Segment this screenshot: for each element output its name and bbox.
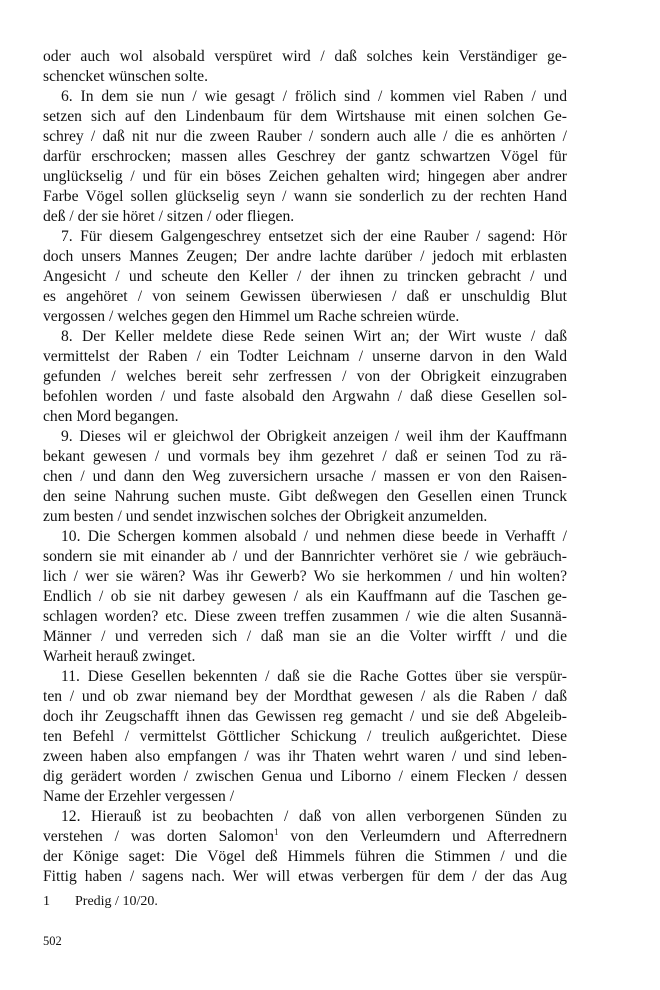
text-line: ten / und ob zwar niemand bey der Mordthat gewesen / als die Raben / daß: [43, 688, 567, 705]
text-line: dig gerädert worden / zwischen Genua und Liborno / einem Flecken / dessen: [43, 768, 567, 785]
footnote-text: Predig / 10/20.: [75, 894, 158, 909]
text-line: 9. Dieses wil er gleichwol der Obrigkeit anzeigen / weil ihm der Kauffmann: [61, 428, 567, 445]
text-line: gefunden / welches bereit sehr zerfressen / von der Obrigkeit einzugraben: [43, 368, 567, 385]
text-segment: von den Verleumdern und Afterrednern: [278, 828, 567, 845]
paragraph-9: [43, 427, 567, 527]
text-line: zween haben also empfangen / was ihr Thaten wehrt waren / und sind leben-: [43, 748, 567, 765]
footnote-marker: 1: [274, 826, 279, 837]
paragraph-10: [43, 527, 567, 667]
text-line: Endlich / ob sie nit darbey gewesen / als ein Kauffmann auf die Taschen ge-: [43, 588, 567, 605]
text-line: der Könige saget: Die Vögel deß Himmels führen die Stimmen / und die: [43, 848, 567, 865]
paragraph-11: [43, 667, 567, 807]
text-line: Name der Erzehler vergessen /: [43, 788, 235, 805]
text-line: doch unsers Mannes Zeugen; Der andre lachte darüber / jedoch mit erblasten: [43, 248, 567, 265]
text-line: darfür erschrocken; massen alles Geschrey der gantz schwartzen Vögel für: [43, 148, 567, 165]
text-line: Fittig haben / sagens nach. Wer will etwas verbergen für dem / der das Aug: [43, 868, 567, 885]
text-line: zum besten / und sendet inzwischen solches der Obrigkeit anzumelden.: [43, 508, 488, 525]
text-line: schlagen worden? etc. Diese zween treffen zusammen / wie die alten Susannä-: [43, 608, 567, 625]
text-segment: verstehen / was dorten Salomon: [43, 828, 275, 845]
text-line: oder auch wol alsobald verspüret wird / daß solches kein Verständiger ge-: [43, 48, 567, 65]
text-line: schencket wünschen solte.: [43, 68, 208, 85]
footnote-number: 1: [43, 894, 50, 909]
page-number: 502: [43, 934, 62, 948]
text-line: den seine Nahrung suchen muste. Gibt deßwegen den Gesellen einen Trunck: [43, 488, 567, 505]
text-line: unglückselig / und für ein böses Zeichen gehalten wird; hingegen aber andrer: [43, 168, 567, 185]
text-line: es angehöret / von seinem Gewissen überwiesen / daß er unschuldig Blut: [43, 288, 567, 305]
paragraph-12: [43, 807, 567, 887]
text-line: 7. Für diesem Galgengeschrey entsetzet sich der eine Rauber / sagend: Hör: [61, 228, 567, 245]
paragraph-6: [43, 87, 567, 227]
text-line: lich / wer sie wären? Was ihr Gewerb? Wo sie herkommen / und hin wolten?: [43, 568, 567, 585]
text-line: bekant gewesen / und vormals bey ihm gezehret / daß er seinen Tod zu rä-: [43, 448, 567, 465]
text-line: chen / und dann den Weg zuversichern ursache / massen er von den Raisen-: [43, 468, 567, 485]
text-line: Männer / und verreden sich / daß man sie an die Volter wirfft / und die: [43, 628, 567, 645]
paragraph-continuation: [43, 47, 567, 87]
text-line: Angesicht / und scheute den Keller / der ihnen zu trincken gebracht / und: [43, 268, 567, 285]
text-line: 6. In dem sie nun / wie gesagt / frölich sind / kommen viel Raben / und: [61, 88, 567, 105]
text-line: doch ihr Zeugschafft ihnen das Gewissen reg gemacht / und sie deß Abgeleib-: [43, 708, 567, 725]
text-line: schrey / daß nit nur die zween Rauber / sondern auch alle / die es anhörten /: [43, 128, 567, 145]
text-line: befohlen worden / und faste alsobald den Argwahn / daß diese Gesellen sol-: [43, 388, 567, 405]
text-line: Farbe Vögel sollen glückselig seyn / wann sie sonderlich zu der rechten Hand: [43, 188, 567, 205]
text-line: vermittelst der Raben / ein Todter Leichnam / unserne darvon in den Wald: [43, 348, 567, 365]
paragraph-8: [43, 327, 567, 427]
text-line: setzen sich auf den Lindenbaum für dem Wirtshause mit einen solchen Ge-: [43, 108, 567, 125]
text-line: 8. Der Keller meldete diese Rede seinen Wirt an; der Wirt wuste / daß: [61, 328, 567, 345]
text-line: 12. Hierauß ist zu beobachten / daß von allen verborgenen Sünden zu: [61, 808, 567, 825]
text-line: ten Befehl / vermittelst Göttlicher Schickung / treulich außgerichtet. Diese: [43, 728, 567, 745]
footnote: [43, 894, 567, 910]
text-line: 10. Die Schergen kommen alsobald / und nehmen diese beede in Verhafft /: [61, 528, 567, 545]
text-line: [43, 827, 567, 847]
text-line: chen Mord begangen.: [43, 408, 179, 425]
page-text: [43, 47, 567, 887]
text-line: vergossen / welches gegen den Himmel um Rache schreien würde.: [43, 308, 460, 325]
text-line: 11. Diese Gesellen bekennten / daß sie die Rache Gottes über sie verspür-: [61, 668, 567, 685]
text-line: Warheit herauß zwinget.: [43, 648, 196, 665]
text-line: deß / der sie höret / sitzen / oder fliegen.: [43, 208, 295, 225]
paragraph-7: [43, 227, 567, 327]
text-line: sondern sie mit einander ab / und der Bannrichter verhöret sie / wie gebräuch-: [43, 548, 567, 565]
